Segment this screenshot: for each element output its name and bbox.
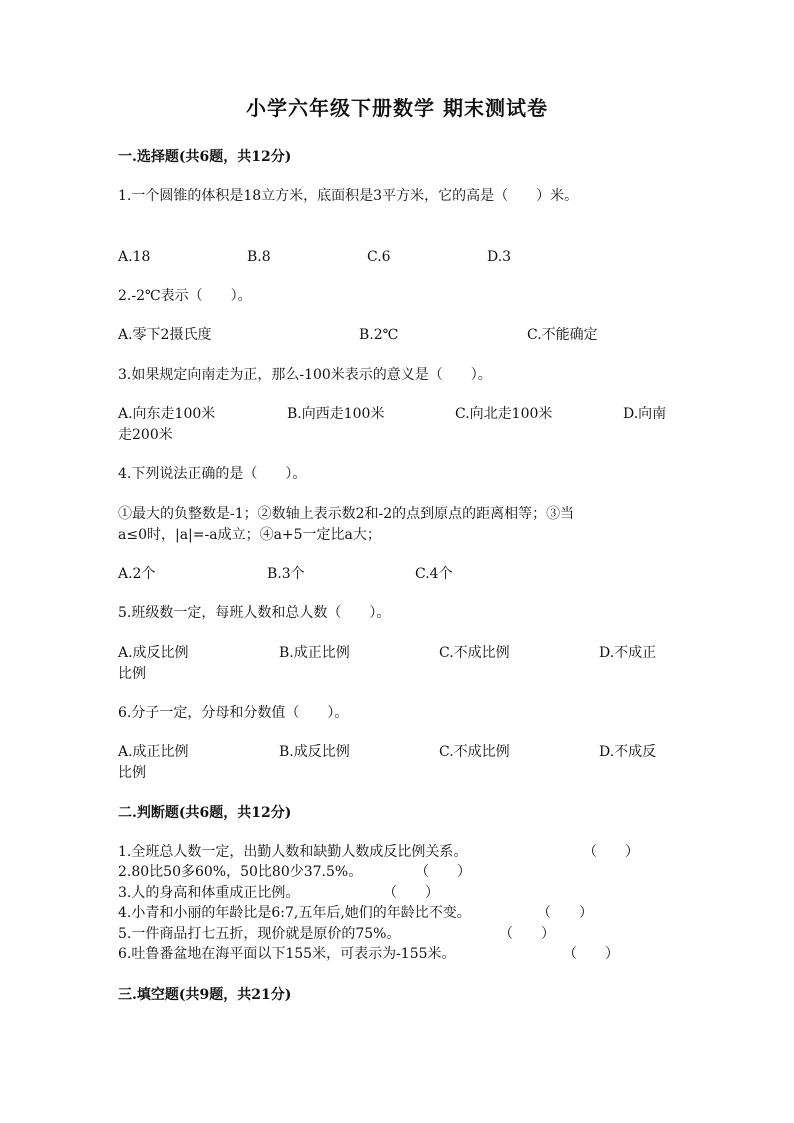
option-wrap: 走200米: [118, 427, 173, 443]
option-b: B.向西走100米: [287, 406, 385, 422]
judgement-item: 1.全班总人数一定，出勤人数和缺勤人数成反比例关系。: [118, 844, 468, 860]
option-a: A.成正比例: [118, 744, 189, 760]
question-stem: 5.班级数一定，每班人数和总人数（ ）。: [118, 605, 391, 621]
question-stem: 2.-2℃表示（ ）。: [118, 288, 252, 304]
answer-parentheses: （ ）: [499, 926, 555, 942]
answer-parentheses: （ ）: [415, 864, 471, 880]
question-stem: 1.一个圆锥的体积是18立方米，底面积是3平方米，它的高是（ ）米。: [118, 188, 579, 204]
option-b: B.成正比例: [279, 645, 350, 661]
option-wrap: 比例: [118, 765, 146, 781]
option-b: B.3个: [267, 566, 305, 582]
option-a: A.成反比例: [118, 645, 189, 661]
option-d: D.不成正: [599, 645, 657, 661]
option-c: C.不成比例: [439, 744, 510, 760]
option-a: A.零下2摄氏度: [118, 327, 212, 343]
option-b: B.8: [247, 249, 271, 265]
judgement-item: 4.小青和小丽的年龄比是6:7,五年后,她们的年龄比不变。: [118, 905, 471, 921]
question-detail: a≤0时，|a|=-a成立；④a+5一定比a大；: [118, 527, 381, 543]
option-b: B.成反比例: [279, 744, 350, 760]
judgement-item: 6.吐鲁番盆地在海平面以下155米，可表示为-155米。: [118, 946, 456, 962]
option-b: B.2℃: [359, 327, 399, 343]
answer-parentheses: （ ）: [563, 946, 619, 962]
judgement-item: 5.一件商品打七五折，现价就是原价的75%。: [118, 926, 401, 942]
section-heading-choice: 一.选择题(共6题，共12分): [118, 149, 292, 165]
option-c: C.不成比例: [439, 645, 510, 661]
section-heading-judgement: 二.判断题(共6题，共12分): [118, 805, 292, 821]
question-stem: 6.分子一定，分母和分数值（ ）。: [118, 705, 349, 721]
option-d: D.3: [487, 249, 512, 265]
section-heading-fill-blank: 三.填空题(共9题，共21分): [118, 987, 292, 1003]
page-title: 小学六年级下册数学 期末测试卷: [246, 96, 548, 120]
option-a: A.向东走100米: [118, 406, 216, 422]
option-c: C.向北走100米: [455, 406, 553, 422]
question-stem: 4.下列说法正确的是（ ）。: [118, 466, 307, 482]
answer-parentheses: （ ）: [537, 905, 593, 921]
judgement-item: 3.人的身高和体重成正比例。: [118, 885, 300, 901]
option-c: C.不能确定: [527, 327, 598, 343]
option-a: A.2个: [118, 566, 156, 582]
option-d: D.向南: [623, 406, 667, 422]
judgement-item: 2.80比50多60%，50比80少37.5%。: [118, 864, 363, 880]
option-c: C.4个: [415, 566, 453, 582]
answer-parentheses: （ ）: [583, 844, 639, 860]
option-a: A.18: [118, 249, 151, 265]
question-stem: 3.如果规定向南走为正，那么-100米表示的意义是（ ）。: [118, 367, 492, 383]
answer-parentheses: （ ）: [383, 885, 439, 901]
question-detail: ①最大的负整数是-1；②数轴上表示数2和-2的点到原点的距离相等；③当: [118, 506, 575, 522]
option-c: C.6: [367, 249, 391, 265]
option-d: D.不成反: [599, 744, 657, 760]
option-wrap: 比例: [118, 666, 146, 682]
